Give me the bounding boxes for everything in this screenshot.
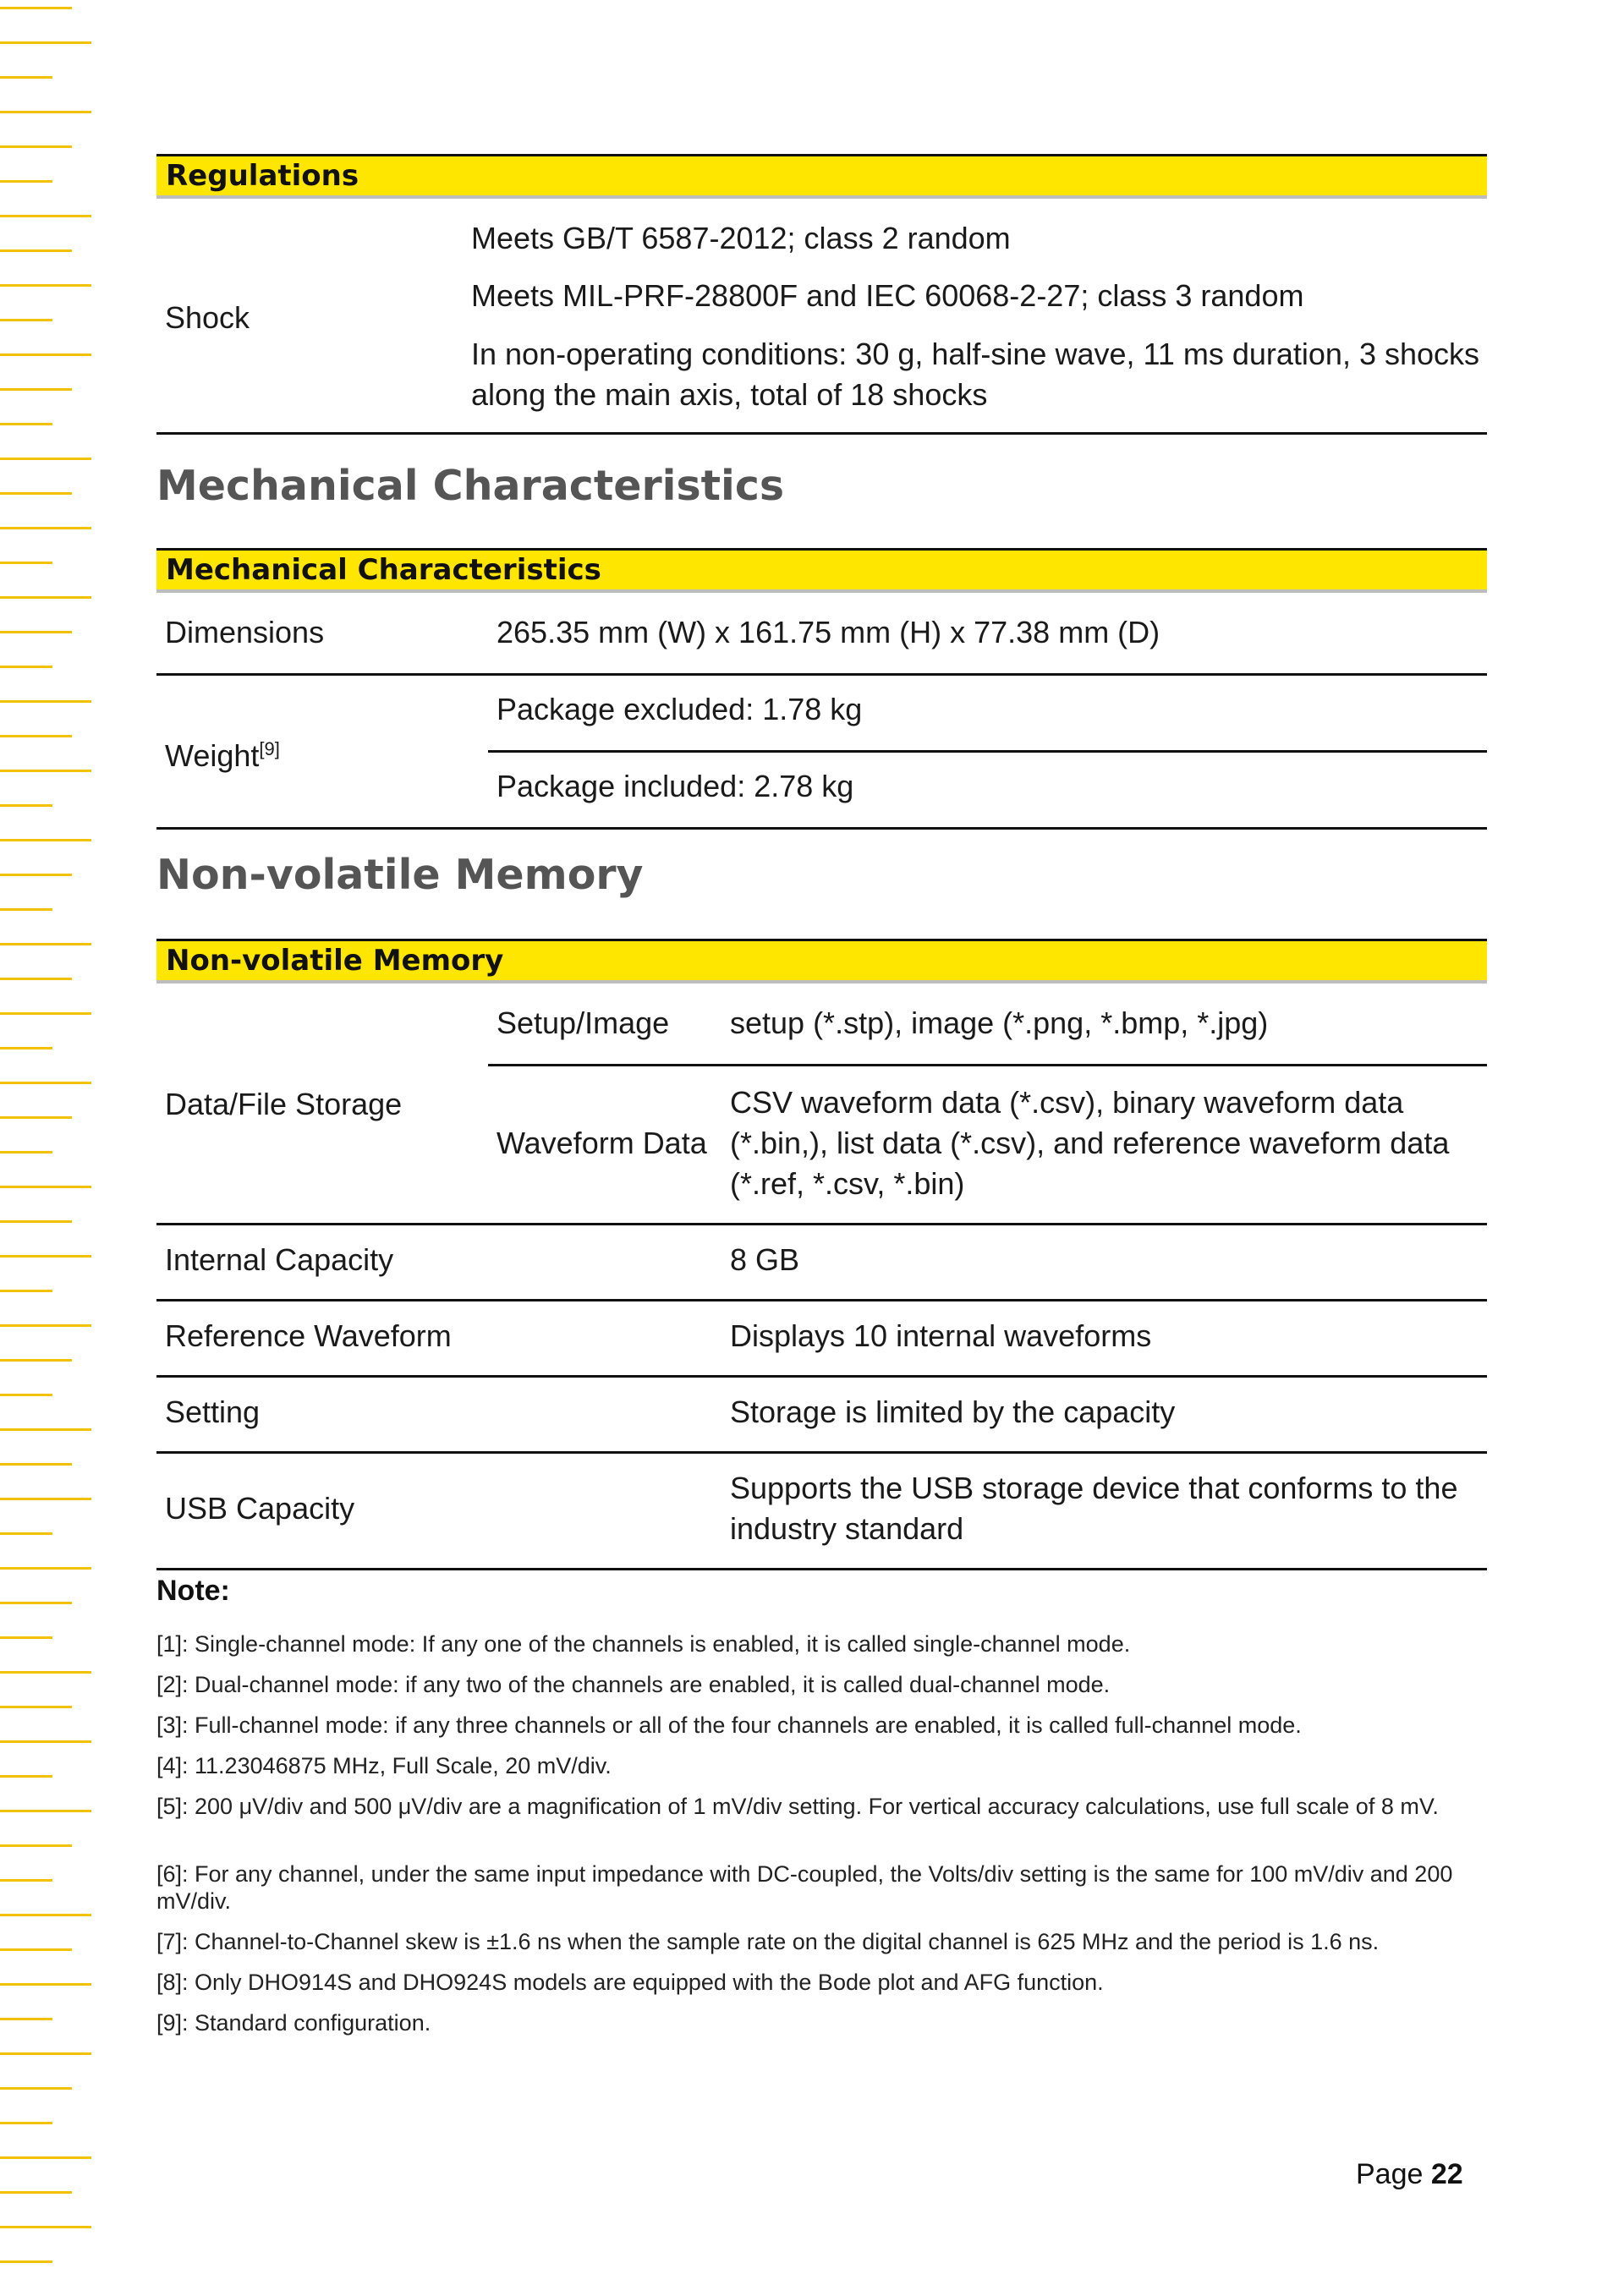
margin-tick — [0, 1116, 72, 1119]
note-title: Note: — [156, 1575, 230, 1607]
margin-tick — [0, 943, 91, 945]
margin-tick — [0, 874, 72, 876]
waveform-data-label: Waveform Data — [497, 1126, 707, 1160]
margin-tick — [0, 1255, 91, 1258]
margin-tick — [0, 1706, 72, 1708]
margin-tick — [0, 423, 52, 425]
weight-included: Package included: 2.78 kg — [497, 769, 854, 803]
margin-tick — [0, 1290, 52, 1292]
memory-table — [156, 939, 1487, 984]
margin-tick — [0, 2087, 72, 2090]
margin-tick — [0, 770, 91, 772]
margin-tick — [0, 700, 91, 703]
margin-tick — [0, 111, 91, 113]
mechanical-header: Mechanical Characteristics — [156, 548, 1487, 593]
internal-capacity-value: 8 GB — [730, 1242, 800, 1277]
margin-tick — [0, 1532, 52, 1535]
margin-tick — [0, 1394, 52, 1396]
mechanical-section-title: Mechanical Characteristics — [156, 462, 785, 510]
note-3: [3]: Full-channel mode: if any three channels or all of the four channels are enabled, it is called full-channel mode. — [156, 1712, 1302, 1738]
margin-tick — [0, 1844, 72, 1847]
margin-tick — [0, 1636, 52, 1639]
margin-tick — [0, 666, 52, 668]
margin-tick — [0, 631, 72, 633]
page-number — [1356, 2158, 1463, 2191]
reference-waveform-rule — [156, 1375, 1487, 1378]
margin-tick — [0, 388, 72, 391]
note-2: [2]: Dual-channel mode: if any two of the channels are enabled, it is called dual-channel mode. — [156, 1672, 1111, 1697]
margin-tick — [0, 353, 91, 356]
margin-tick — [0, 492, 72, 495]
margin-tick — [0, 284, 91, 287]
usb-capacity-label: USB Capacity — [165, 1491, 355, 1526]
margin-tick — [0, 839, 91, 841]
weight-inner-rule — [488, 750, 1487, 753]
margin-tick — [0, 145, 72, 148]
margin-tick — [0, 319, 52, 321]
margin-tick — [0, 1879, 52, 1882]
weight-footnote-ref: [9] — [259, 738, 280, 759]
margin-tick — [0, 1740, 91, 1743]
margin-tick — [0, 7, 72, 9]
margin-tick — [0, 2260, 52, 2263]
setting-value: Storage is limited by the capacity — [730, 1395, 1176, 1429]
margin-tick — [0, 1324, 91, 1327]
page-number-value: 22 — [1430, 2158, 1463, 2190]
page-label: Page — [1356, 2158, 1424, 2190]
margin-tick — [0, 978, 72, 980]
mechanical-bottom-rule — [156, 827, 1487, 830]
margin-tick — [0, 1220, 72, 1223]
memory-section-title: Non-volatile Memory — [156, 851, 644, 899]
margin-tick — [0, 1047, 52, 1049]
dimensions-value: 265.35 mm (W) x 161.75 mm (H) x 77.38 mm (D) — [497, 615, 1160, 649]
waveform-line-2: (*.bin,), list data (*.csv), and reference waveform data — [730, 1126, 1450, 1160]
margin-tick — [0, 2156, 91, 2159]
margin-tick — [0, 1810, 91, 1812]
weight-excluded: Package excluded: 1.78 kg — [497, 692, 863, 726]
regulations-header: Regulations — [156, 154, 1487, 199]
margin-tick — [0, 1012, 91, 1015]
margin-tick — [0, 1151, 52, 1153]
internal-capacity-label: Internal Capacity — [165, 1242, 394, 1277]
margin-tick — [0, 804, 52, 807]
margin-tick — [0, 2191, 72, 2194]
setup-image-label: Setup/Image — [497, 1006, 670, 1040]
data-file-rule — [156, 1223, 1487, 1225]
margin-tick — [0, 1463, 72, 1466]
margin-tick — [0, 1186, 91, 1188]
margin-tick — [0, 249, 72, 252]
note-1: [1]: Single-channel mode: If any one of the channels is enabled, it is called single-channel mode. — [156, 1631, 1131, 1657]
note-6: [6]: For any channel, under the same input impedance with DC-coupled, the Volts/div setting is the same for 100 mV/div and 200 mV/div. — [156, 1861, 1453, 1914]
reference-waveform-label: Reference Waveform — [165, 1318, 452, 1353]
margin-tick — [0, 1671, 91, 1674]
setup-rule — [488, 1064, 1487, 1066]
note-9: [9]: Standard configuration. — [156, 2010, 431, 2036]
waveform-line-1: CSV waveform data (*.csv), binary waveform data — [730, 1085, 1404, 1120]
margin-tick — [0, 1428, 91, 1431]
margin-tick — [0, 1498, 91, 1500]
margin-tick — [0, 180, 52, 183]
note-8: [8]: Only DHO914S and DHO924S models are equipped with the Bode plot and AFG function. — [156, 1970, 1104, 1995]
memory-bottom-rule — [156, 1568, 1487, 1570]
setting-label: Setting — [165, 1395, 261, 1429]
note-5: [5]: 200 μV/div and 500 μV/div are a magnification of 1 mV/div setting. For vertical accuracy calculations, use full scale of 8 mV. — [156, 1794, 1439, 1819]
margin-tick — [0, 2226, 91, 2228]
setting-rule — [156, 1451, 1487, 1454]
shock-label: Shock — [165, 300, 250, 335]
mechanical-table — [156, 548, 1487, 593]
margin-tick — [0, 215, 91, 217]
shock-line-2: Meets MIL-PRF-28800F and IEC 60068-2-27; class 3 random — [471, 278, 1304, 313]
margin-tick — [0, 735, 72, 737]
regulations-bottom-rule — [156, 432, 1487, 435]
weight-label — [165, 729, 280, 776]
margin-tick — [0, 596, 91, 599]
margin-tick — [0, 458, 91, 460]
note-4: [4]: 11.23046875 MHz, Full Scale, 20 mV/div. — [156, 1753, 612, 1778]
dimensions-label: Dimensions — [165, 615, 325, 649]
reference-waveform-value: Displays 10 internal waveforms — [730, 1318, 1152, 1353]
waveform-line-3: (*.ref, *.csv, *.bin) — [730, 1166, 965, 1201]
memory-header: Non-volatile Memory — [156, 939, 1487, 984]
margin-tick — [0, 2018, 52, 2020]
dimensions-rule — [156, 673, 1487, 676]
usb-line-2: industry standard — [730, 1511, 964, 1546]
shock-line-1: Meets GB/T 6587-2012; class 2 random — [471, 221, 1011, 255]
margin-tick — [0, 1948, 72, 1951]
margin-tick — [0, 1082, 91, 1084]
margin-tick — [0, 1567, 91, 1570]
margin-tick — [0, 41, 91, 44]
internal-capacity-rule — [156, 1299, 1487, 1301]
shock-line-3: In non-operating conditions: 30 g, half-sine wave, 11 ms duration, 3 shocks — [471, 337, 1480, 371]
setup-image-value: setup (*.stp), image (*.png, *.bmp, *.jpg) — [730, 1006, 1269, 1040]
margin-tick — [0, 2122, 52, 2124]
margin-tick — [0, 76, 52, 79]
shock-line-4: along the main axis, total of 18 shocks — [471, 377, 988, 412]
margin-tick — [0, 1359, 72, 1362]
margin-tick — [0, 562, 52, 564]
margin-tick — [0, 1775, 52, 1778]
data-file-storage-label: Data/File Storage — [165, 1087, 403, 1121]
usb-line-1: Supports the USB storage device that conforms to the — [730, 1471, 1458, 1505]
margin-tick — [0, 1914, 91, 1916]
note-7: [7]: Channel-to-Channel skew is ±1.6 ns when the sample rate on the digital channel is 625 MHz and the period is 1.6 ns. — [156, 1929, 1380, 1954]
margin-tick — [0, 527, 91, 529]
margin-tick — [0, 1983, 91, 1986]
weight-label-text: Weight — [165, 738, 260, 773]
margin-tick — [0, 1602, 72, 1604]
margin-tick — [0, 2052, 91, 2055]
margin-tick — [0, 908, 52, 911]
regulations-table — [156, 154, 1487, 199]
margin-decoration — [0, 0, 102, 2296]
